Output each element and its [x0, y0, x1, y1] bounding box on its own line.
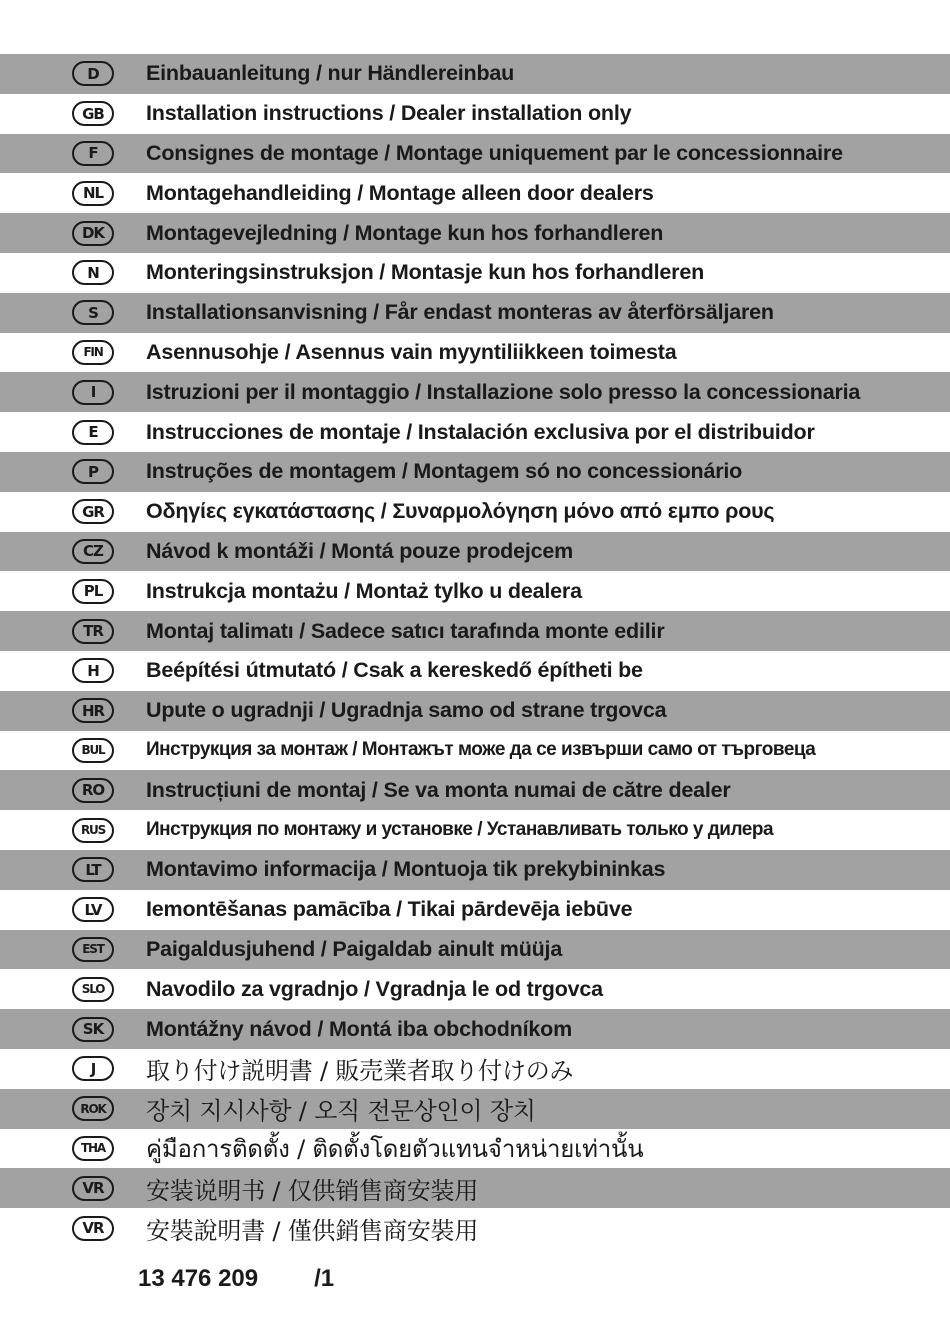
country-code-badge: VR	[72, 1176, 114, 1201]
country-code-badge: S	[72, 300, 114, 325]
country-code-badge: RUS	[72, 818, 114, 843]
instruction-title: Paigaldusjuhend / Paigaldab ainult müüja	[146, 936, 563, 961]
country-code-badge: PL	[72, 579, 114, 604]
language-row	[0, 293, 950, 333]
instruction-title: Iemontēšanas pamācība / Tikai pārdevēja iebūve	[146, 897, 633, 922]
language-list	[0, 54, 950, 1248]
country-code-badge: RO	[72, 778, 114, 803]
instruction-title: Beépítési útmutató / Csak a kereskedő építheti be	[146, 658, 643, 683]
instruction-title: 장치 지시사항 / 오직 전문상인이 장치	[146, 1097, 536, 1126]
country-code-badge: N	[72, 260, 114, 285]
language-row	[0, 452, 950, 492]
country-code-badge: ROK	[72, 1096, 114, 1121]
language-row	[0, 333, 950, 373]
instruction-title: Consignes de montage / Montage uniquement par le concessionnaire	[146, 140, 843, 165]
instruction-title: คู่มือการติดตั้ง / ติดตั้งโดยตัวแทนจำหน่ายเท่านั้น	[146, 1134, 644, 1163]
instruction-title: Installation instructions / Dealer installation only	[146, 101, 632, 126]
instruction-title: Instrucciones de montaje / Instalación exclusiva por el distribuidor	[146, 419, 815, 444]
country-code-badge: D	[72, 61, 114, 86]
country-code-badge: GB	[72, 101, 114, 126]
language-row	[0, 134, 950, 174]
language-row	[0, 571, 950, 611]
language-row	[0, 930, 950, 970]
instruction-title: Инструкция по монтажу и установке / Устанавливать только у дилера	[146, 819, 774, 841]
country-code-badge: BUL	[72, 738, 114, 763]
instruction-title: Montagehandleiding / Montage alleen door dealers	[146, 180, 654, 205]
language-row	[0, 890, 950, 930]
country-code-badge: TR	[72, 619, 114, 644]
language-row	[0, 253, 950, 293]
instruction-title: Asennusohje / Asennus vain myyntiliikkeen toimesta	[146, 339, 677, 364]
instruction-title: Montagevejledning / Montage kun hos forhandleren	[146, 220, 664, 245]
instruction-title: Οδηγίες εγκατάστασης / Συναρμολόγηση μόνο από εμπο ρους	[146, 499, 775, 524]
language-row	[0, 532, 950, 572]
instruction-title: Upute o ugradnji / Ugradnja samo od strane trgovca	[146, 698, 667, 723]
language-row	[0, 372, 950, 412]
instruction-title: Instruções de montagem / Montagem só no concessionário	[146, 459, 743, 484]
language-row	[0, 1168, 950, 1208]
instruction-title: 安装说明书 / 仅供销售商安装用	[146, 1176, 479, 1205]
country-code-badge: LV	[72, 897, 114, 922]
country-code-badge: DK	[72, 221, 114, 246]
language-row	[0, 1129, 950, 1169]
language-row	[0, 731, 950, 771]
country-code-badge: SK	[72, 1017, 114, 1042]
revision: /1	[314, 1265, 335, 1292]
instruction-title: Montaj talimatı / Sadece satıcı tarafında monte edilir	[146, 618, 665, 643]
instruction-title: Einbauanleitung / nur Händlereinbau	[146, 61, 515, 86]
language-row	[0, 969, 950, 1009]
language-row	[0, 213, 950, 253]
instruction-title: Montážny návod / Montá iba obchodníkom	[146, 1016, 572, 1041]
country-code-badge: J	[72, 1056, 114, 1081]
country-code-badge: VR	[72, 1216, 114, 1241]
language-row	[0, 850, 950, 890]
language-row	[0, 1089, 950, 1129]
instruction-title: Instrucțiuni de montaj / Se va monta numai de către dealer	[146, 777, 731, 802]
instruction-title: Istruzioni per il montaggio / Installazione solo presso la concessionaria	[146, 379, 861, 404]
language-row	[0, 54, 950, 94]
country-code-badge: P	[72, 459, 114, 484]
language-row	[0, 651, 950, 691]
instruction-title: Инструкция за монтаж / Монтажът може да се извърши само от търговеца	[146, 739, 816, 761]
country-code-badge: LT	[72, 857, 114, 882]
language-row	[0, 810, 950, 850]
language-row	[0, 1208, 950, 1248]
footer	[138, 1265, 334, 1293]
part-number: 13 476 209	[138, 1265, 259, 1292]
instruction-title: Instrukcja montażu / Montaż tylko u dealera	[146, 578, 582, 603]
language-row	[0, 691, 950, 731]
instruction-title: 取り付け説明書 / 販売業者取り付けのみ	[146, 1057, 574, 1086]
instruction-title: Monteringsinstruksjon / Montasje kun hos forhandleren	[146, 260, 705, 285]
country-code-badge: F	[72, 141, 114, 166]
country-code-badge: HR	[72, 698, 114, 723]
country-code-badge: THA	[72, 1136, 114, 1161]
language-row	[0, 1049, 950, 1089]
country-code-badge: H	[72, 658, 114, 683]
country-code-badge: I	[72, 380, 114, 405]
country-code-badge: E	[72, 420, 114, 445]
language-row	[0, 412, 950, 452]
country-code-badge: CZ	[72, 539, 114, 564]
instruction-title: Navodilo za vgradnjo / Vgradnja le od trgovca	[146, 976, 603, 1001]
instruction-title: Návod k montáži / Montá pouze prodejcem	[146, 538, 574, 563]
language-row	[0, 1009, 950, 1049]
country-code-badge: NL	[72, 181, 114, 206]
language-row	[0, 611, 950, 651]
language-row	[0, 492, 950, 532]
language-row	[0, 770, 950, 810]
country-code-badge: SLO	[72, 977, 114, 1002]
country-code-badge: GR	[72, 499, 114, 524]
instruction-title: 安裝說明書 / 僅供銷售商安裝用	[146, 1216, 479, 1245]
instruction-title: Montavimo informacija / Montuoja tik prekybininkas	[146, 857, 666, 882]
country-code-badge: EST	[72, 937, 114, 962]
language-row	[0, 94, 950, 134]
language-row	[0, 173, 950, 213]
instruction-title: Installationsanvisning / Får endast monteras av återförsäljaren	[146, 300, 774, 325]
country-code-badge: FIN	[72, 340, 114, 365]
